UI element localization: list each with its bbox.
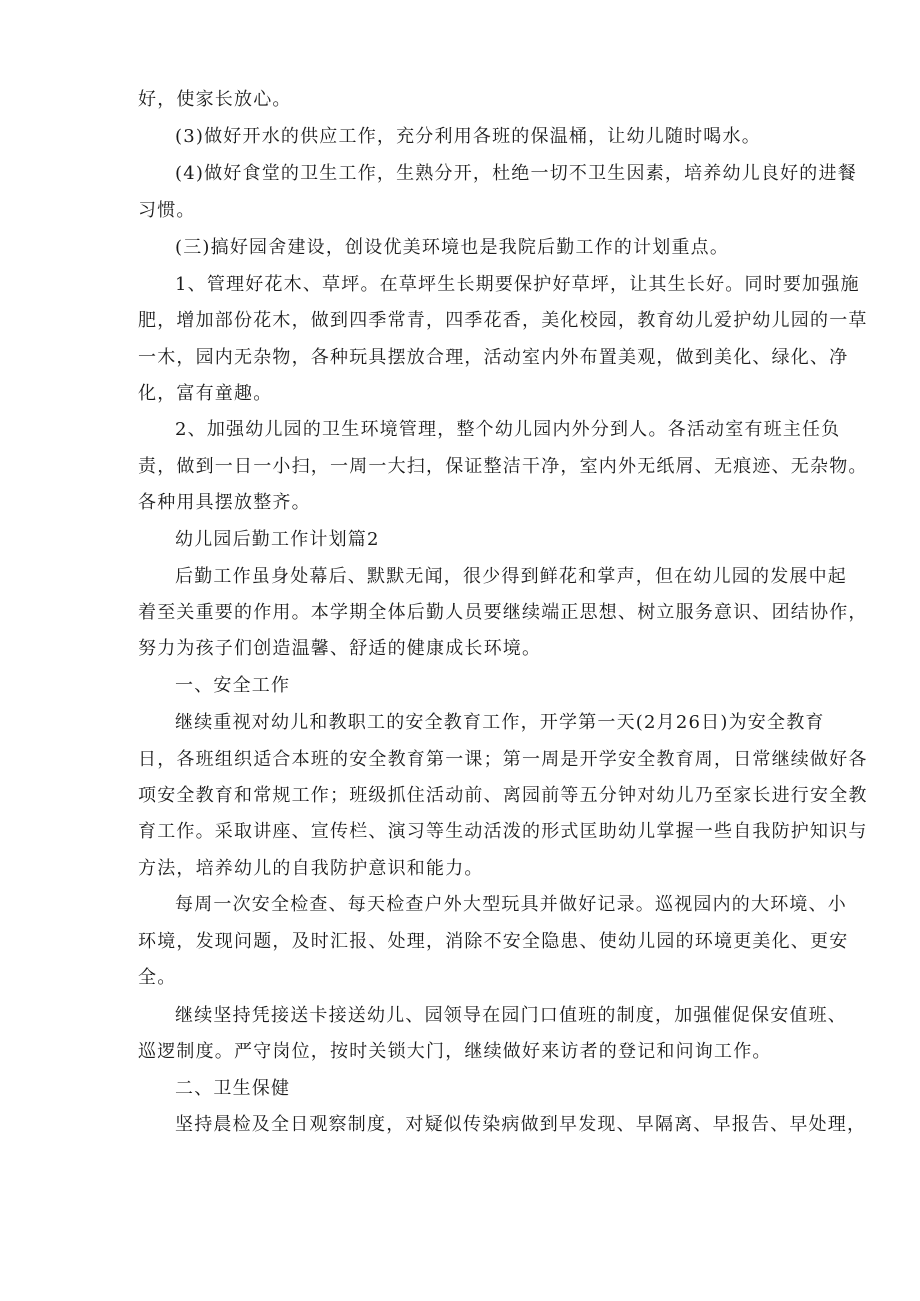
text-line: 化，富有童趣。	[138, 383, 273, 404]
text-line: 坚持晨检及全日观察制度，对疑似传染病做到早发现、早隔离、早报告、早处理，	[175, 1114, 867, 1135]
text-line: 好，使家长放心。	[138, 89, 292, 110]
section-title: 幼儿园后勤工作计划篇2	[175, 529, 380, 550]
text-line: (3)做好开水的供应工作，充分利用各班的保温桶，让幼儿随时喝水。	[175, 126, 761, 147]
text-line: 习惯。	[138, 200, 196, 221]
text-line: 方法，培养幼儿的自我防护意识和能力。	[138, 858, 484, 879]
text-line: 育工作。采取讲座、宣传栏、演习等生动活泼的形式匡助幼儿掌握一些自我防护知识与	[138, 821, 868, 842]
text-line: 继续重视对幼儿和教职工的安全教育工作，开学第一天(2月26日)为安全教育	[175, 712, 825, 733]
text-line: 继续坚持凭接送卡接送幼儿、园领导在园门口值班的制度，加强催促保安值班、	[175, 1005, 847, 1026]
text-line: 项安全教育和常规工作；班级抓住活动前、离园前等五分钟对幼儿乃至家长进行安全教	[138, 785, 868, 806]
text-line: 责，做到一日一小扫，一周一大扫，保证整洁干净，室内外无纸屑、无痕迹、无杂物。	[138, 456, 868, 477]
section-heading: 一、安全工作	[175, 675, 291, 696]
text-line: 2、加强幼儿园的卫生环境管理，整个幼儿园内外分到人。各活动室有班主任负	[175, 419, 841, 440]
text-line: 1、管理好花木、草坪。在草坪生长期要保护好草坪，让其生长好。同时要加强施	[175, 274, 860, 295]
section-heading: 二、卫生保健	[175, 1078, 291, 1099]
text-line: 努力为孩子们创造温馨、舒适的健康成长环境。	[138, 638, 542, 659]
text-line: 各种用具摆放整齐。	[138, 492, 311, 513]
text-line: 后勤工作虽身处幕后、默默无闻，很少得到鲜花和掌声，但在幼儿园的发展中起	[175, 566, 847, 587]
text-line: 着至关重要的作用。本学期全体后勤人员要继续端正思想、树立服务意识、团结协作，	[138, 602, 868, 623]
text-line: 一木，园内无杂物，各种玩具摆放合理，活动室内外布置美观，做到美化、绿化、净	[138, 347, 849, 368]
text-line: 环境，发现问题，及时汇报、处理，消除不安全隐患、使幼儿园的环境更美化、更安	[138, 931, 849, 952]
text-line: 日，各班组织适合本班的安全教育第一课；第一周是开学安全教育周，日常继续做好各	[138, 749, 868, 770]
text-line: (4)做好食堂的卫生工作，生熟分开，杜绝一切不卫生因素，培养幼儿良好的进餐	[175, 163, 857, 184]
text-line: 巡逻制度。严守岗位，按时关锁大门，继续做好来访者的登记和问询工作。	[138, 1041, 772, 1062]
text-line: 肥，增加部份花木，做到四季常青，四季花香，美化校园，教育幼儿爱护幼儿园的一草	[138, 310, 868, 331]
text-line: 全。	[138, 967, 177, 988]
text-line: 每周一次安全检查、每天检查户外大型玩具并做好记录。巡视园内的大环境、小	[175, 894, 847, 915]
text-line: (三)搞好园舍建设，创设优美环境也是我院后勤工作的计划重点。	[175, 237, 730, 258]
